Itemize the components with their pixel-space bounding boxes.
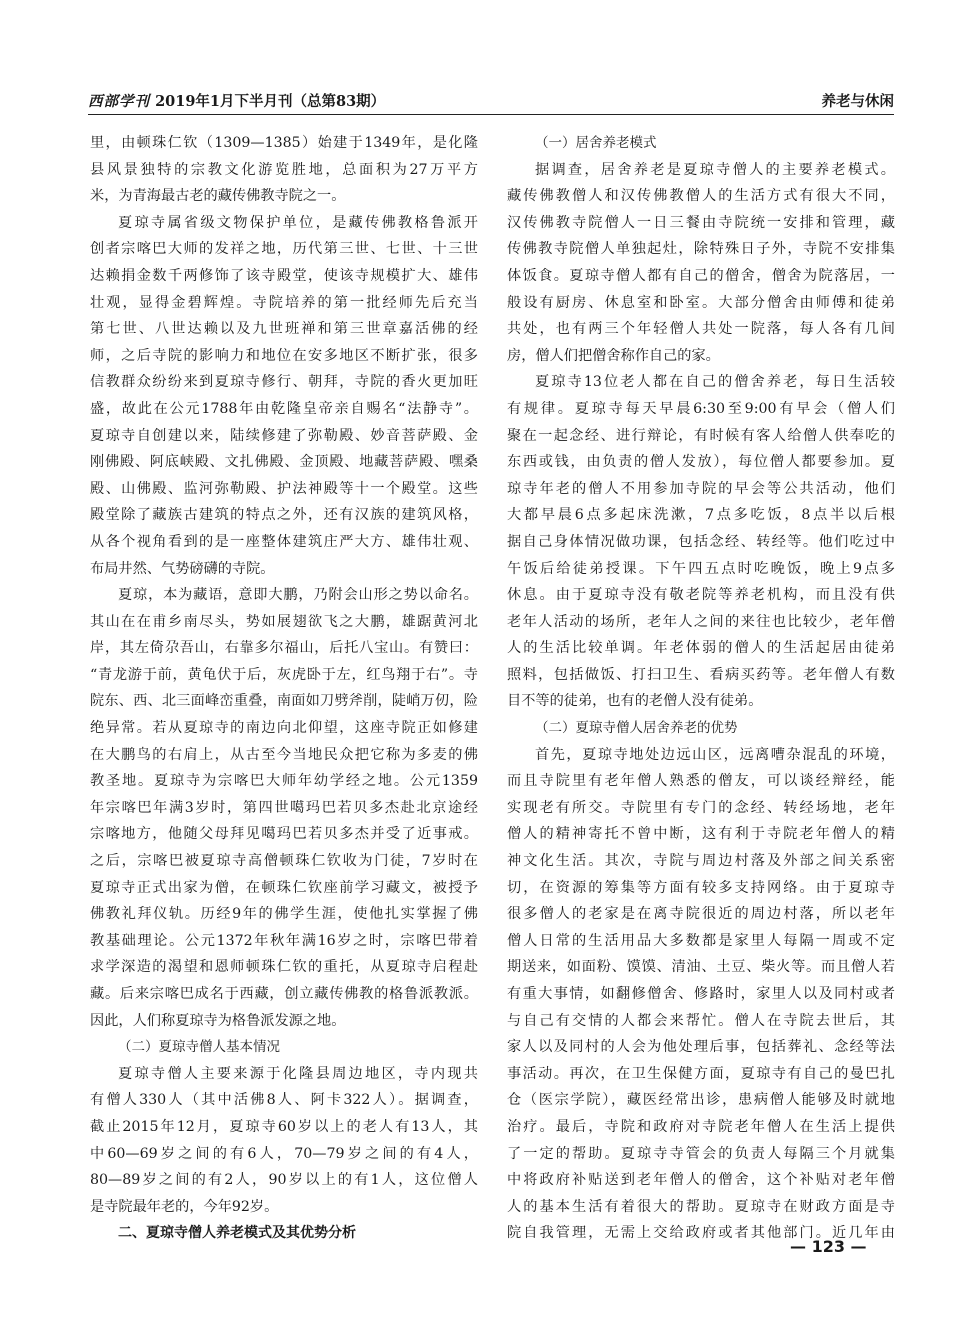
right-column-line: 与自己有交情的人都会来帮忙。僧人在寺院去世后，其 bbox=[507, 1012, 895, 1029]
left-column-line: 岸，其左倚尕吾山，右靠多尔福山，后托八宝山。有赞曰： bbox=[90, 640, 478, 657]
right-column-line: 午饭后给徒弟授课。下午四五点时吃晚饭，晚上9点多 bbox=[507, 560, 895, 577]
right-text-column bbox=[507, 130, 895, 1247]
right-column-line: 夏琼寺13位老人都在自己的僧舍养老，每日生活较 bbox=[535, 374, 895, 391]
right-column-line: 东西或钱，由负责的僧人发放），每位僧人都要参加。夏 bbox=[507, 454, 895, 471]
right-column-line: 僧人日常的生活用品大多数都是家里人每隔一周或不定 bbox=[507, 932, 895, 949]
right-column-line: 共处，也有两三个年轻僧人共处一院落，每人各有几间 bbox=[507, 321, 895, 338]
right-column-line: 藏传佛教僧人和汉传佛教僧人的生活方式有很大不同， bbox=[507, 188, 895, 205]
left-column-line: 中60—69岁之间的有6人，70—79岁之间的有4人， bbox=[90, 1145, 478, 1162]
right-column-line: 神文化生活。其次，寺院与周边村落及外部之间关系密 bbox=[507, 853, 895, 870]
right-column-line: 期送来，如面粉、馍馍、清油、土豆、柴火等。而且僧人若 bbox=[507, 959, 895, 976]
right-column-line: 实现老有所交。寺院里有专门的念经、转经场地，老年 bbox=[507, 799, 895, 816]
left-column-line: 因此，人们称夏琼寺为格鲁派发源之地。 bbox=[90, 1012, 346, 1029]
left-column-line: 夏琼寺自创建以来，陆续修建了弥勒殿、妙音菩萨殿、金 bbox=[90, 427, 478, 444]
left-column-line: “青龙游于前，黄龟伏于后，灰虎卧于左，红鸟翔于右”。寺 bbox=[90, 666, 478, 683]
left-column-line: 院东、西、北三面峰峦重叠，南面如刀劈斧削，陡峭万仞，险 bbox=[90, 693, 478, 710]
left-column-line: 佛教礼拜仪轨。历经9年的佛学生涯，使他扎实掌握了佛 bbox=[90, 906, 478, 923]
right-column-line: 人的基本生活有着很大的帮助。夏琼寺在财政方面是寺 bbox=[507, 1198, 895, 1215]
right-column-line: 聚在一起念经、进行辩论，有时候有客人给僧人供奉吃的 bbox=[507, 427, 895, 444]
left-column-line: 绝异常。若从夏琼寺的南边向北仰望，这座寺院正如修建 bbox=[90, 720, 478, 737]
header-divider bbox=[88, 114, 894, 115]
right-column-line: 人的生活比较单调。年老体弱的僧人的生活起居由徒弟 bbox=[507, 640, 895, 657]
right-column-line: 体饭食。夏琼寺僧人都有自己的僧舍，僧舍为院落居，一 bbox=[507, 267, 895, 284]
right-column-line: 中将政府补贴送到老年僧人的僧舍，这个补贴对老年僧 bbox=[507, 1172, 895, 1189]
left-column-line: 夏琼寺正式出家为僧，在顿珠仁钦座前学习藏文，被授予 bbox=[90, 879, 478, 896]
section-heading: 二、夏琼寺僧人养老模式及其优势分析 bbox=[118, 1225, 356, 1242]
journal-logo: 西部学刊 bbox=[88, 93, 150, 110]
right-column-line: 院自我管理，无需上交给政府或者其他部门。近几年由 bbox=[507, 1225, 895, 1242]
left-column-line: 从各个视角看到的是一座整体建筑庄严大方、雄伟壮观、 bbox=[90, 533, 478, 550]
right-column-line: 汉传佛教寺院僧人一日三餐由寺院统一安排和管理，藏 bbox=[507, 214, 895, 231]
left-column-line: 之后，宗喀巴被夏琼寺高僧顿珠仁钦收为门徒，7岁时在 bbox=[90, 853, 478, 870]
right-column-line: 目不等的徒弟，也有的老僧人没有徒弟。 bbox=[507, 693, 763, 710]
right-column-line: 了一定的帮助。夏琼寺寺管会的负责人每隔三个月就集 bbox=[507, 1145, 895, 1162]
left-column-line: 是寺院最年老的，今年92岁。 bbox=[90, 1198, 279, 1215]
left-column-line: 壮观，显得金碧辉煌。寺院培养的第一批经师先后充当 bbox=[90, 294, 478, 311]
left-column-line: 殿堂除了藏族古建筑的特点之外，还有汉族的建筑风格， bbox=[90, 507, 478, 524]
left-column-line: 夏琼寺属省级文物保护单位，是藏传佛教格鲁派开 bbox=[118, 214, 478, 231]
right-column-line: 治疗。最后，寺院和政府对寺院老年僧人在生活上提供 bbox=[507, 1118, 895, 1135]
left-column-line: 教基础理论。公元1372年秋年满16岁之时，宗喀巴带着 bbox=[90, 932, 478, 949]
left-column-line: 刚佛殿、阿底峡殿、文扎佛殿、金顶殿、地藏菩萨殿、嘿桑 bbox=[90, 454, 478, 471]
right-column-line: 传佛教寺院僧人单独起灶，除特殊日子外，寺院不安排集 bbox=[507, 241, 895, 258]
left-column-line: 截止2015年12月，夏琼寺60岁以上的老人有13人，其 bbox=[90, 1118, 478, 1135]
left-column-line: 盛，故此在公元1788年由乾隆皇帝亲自赐名“法静寺”。 bbox=[90, 400, 478, 417]
subsection-heading: （二）夏琼寺僧人居舍养老的优势 bbox=[535, 720, 738, 737]
left-column-line: 达赖捐金数千两修饰了该寺殿堂，使该寺规模扩大、雄伟 bbox=[90, 267, 478, 284]
subsection-heading: （一）居舍养老模式 bbox=[535, 135, 657, 151]
right-column-line: 仓（医宗学院），藏医经常出诊，患病僧人能够及时就地 bbox=[507, 1092, 895, 1109]
right-column-line: 琼寺年老的僧人不用参加寺院的早会等公共活动，他们 bbox=[507, 480, 895, 497]
right-column-line: 而且寺院里有老年僧人熟悉的僧友，可以谈经辩经，能 bbox=[507, 773, 895, 790]
left-column-line: 夏琼寺僧人主要来源于化隆县周边地区，寺内现共 bbox=[118, 1065, 478, 1082]
right-column-line: 老年人活动的场所，老年人之间的来往也比较少，老年僧 bbox=[507, 613, 895, 630]
left-column-line: 布局井然、气势磅礴的寺院。 bbox=[90, 560, 275, 577]
left-column-line: 师，之后寺院的影响力和地位在安多地区不断扩张，很多 bbox=[90, 347, 478, 364]
left-column-line: 里，由顿珠仁钦（1309—1385）始建于1349年，是化隆 bbox=[90, 135, 478, 151]
right-column-line: 事活动。再次，在卫生保健方面，夏琼寺有自己的曼巴扎 bbox=[507, 1065, 895, 1082]
right-column-line: 很多僧人的老家是在离寺院很近的周边村落，所以老年 bbox=[507, 906, 895, 923]
left-column-line: 求学深造的渴望和恩师顿珠仁钦的重托，从夏琼寺启程赴 bbox=[90, 959, 478, 976]
left-column-line: 有僧人330人（其中活佛8人、阿卡322人）。据调查， bbox=[90, 1092, 478, 1109]
left-column-line: 殿、山佛殿、监河弥勒殿、护法神殿等十一个殿堂。这些 bbox=[90, 480, 478, 497]
left-column-line: 第七世、八世达赖以及九世班禅和第三世章嘉活佛的经 bbox=[90, 321, 478, 338]
left-column-line: 创者宗喀巴大师的发祥之地，历代第三世、七世、十三世 bbox=[90, 241, 478, 258]
right-column-line: 般设有厨房、休息室和卧室。大部分僧舍由师傅和徒弟 bbox=[507, 294, 895, 311]
left-column-line: 米，为青海最古老的藏传佛教寺院之一。 bbox=[90, 188, 346, 205]
right-column-line: 照料，包括做饭、打扫卫生、看病买药等。老年僧人有数 bbox=[507, 666, 895, 683]
left-column-line: 教圣地。夏琼寺为宗喀巴大师年幼学经之地。公元1359 bbox=[90, 773, 478, 790]
subsection-heading: （二）夏琼寺僧人基本情况 bbox=[118, 1039, 280, 1056]
left-column-line: 在大鹏鸟的右肩上，从古至今当地民众把它称为多麦的佛 bbox=[90, 746, 478, 763]
right-column-line: 房，僧人们把僧舍称作自己的家。 bbox=[507, 347, 720, 364]
right-column-line: 首先，夏琼寺地处边远山区，远离嘈杂混乱的环境， bbox=[535, 746, 895, 763]
left-column-line: 80—89岁之间的有2人，90岁以上的有1人，这位僧人 bbox=[90, 1172, 478, 1189]
left-column-line: 其山在在甫乡南尽头，势如展翅欲飞之大鹏，雄踞黄河北 bbox=[90, 613, 478, 630]
page-number: — 123 — bbox=[790, 1237, 867, 1256]
left-column-line: 年宗喀巴年满3岁时，第四世噶玛巴若贝多杰赴北京途经 bbox=[90, 799, 478, 816]
right-column-line: 据自己身体情况做功课，包括念经、转经等。他们吃过中 bbox=[507, 533, 895, 550]
left-column-line: 信教群众纷纷来到夏琼寺修行、朝拜，寺院的香火更加旺 bbox=[90, 374, 478, 391]
left-text-column bbox=[90, 130, 478, 1247]
right-column-line: 休息。由于夏琼寺没有敬老院等养老机构，而且没有供 bbox=[507, 587, 895, 604]
right-column-line: 家人以及同村的人会为他处理后事，包括葬礼、念经等法 bbox=[507, 1039, 895, 1056]
issue-text: 2019年1月下半月刊（总第83期） bbox=[155, 93, 386, 110]
left-column-line: 藏。后来宗喀巴成名于西藏，创立藏传佛教的格鲁派教派。 bbox=[90, 986, 478, 1002]
right-column-line: 僧人的精神寄托不曾中断，这有利于寺院老年僧人的精 bbox=[507, 826, 895, 843]
header-issue-info bbox=[88, 90, 385, 111]
right-column-line: 切，在资源的筹集等方面有较多支持网络。由于夏琼寺 bbox=[507, 879, 895, 896]
right-column-line: 大都早晨6点多起床洗漱，7点多吃饭，8点半以后根 bbox=[507, 507, 895, 524]
right-column-line: 有规律。夏琼寺每天早晨6:30至9:00有早会（僧人们 bbox=[507, 400, 895, 417]
left-column-line: 宗喀地方，他随父母拜见噶玛巴若贝多杰并受了近事戒。 bbox=[90, 826, 478, 843]
left-column-line: 夏琼，本为藏语，意即大鹏，乃附会山形之势以命名。 bbox=[118, 587, 478, 604]
right-column-line: 据调查，居舍养老是夏琼寺僧人的主要养老模式。 bbox=[535, 161, 895, 178]
running-header bbox=[88, 86, 894, 116]
left-column-line: 县风景独特的宗教文化游览胜地，总面积为27万平方 bbox=[90, 161, 478, 178]
section-title: 养老与休闲 bbox=[821, 93, 894, 110]
right-column-line: 有重大事情，如翻修僧舍、修路时，家里人以及同村或者 bbox=[507, 986, 895, 1002]
